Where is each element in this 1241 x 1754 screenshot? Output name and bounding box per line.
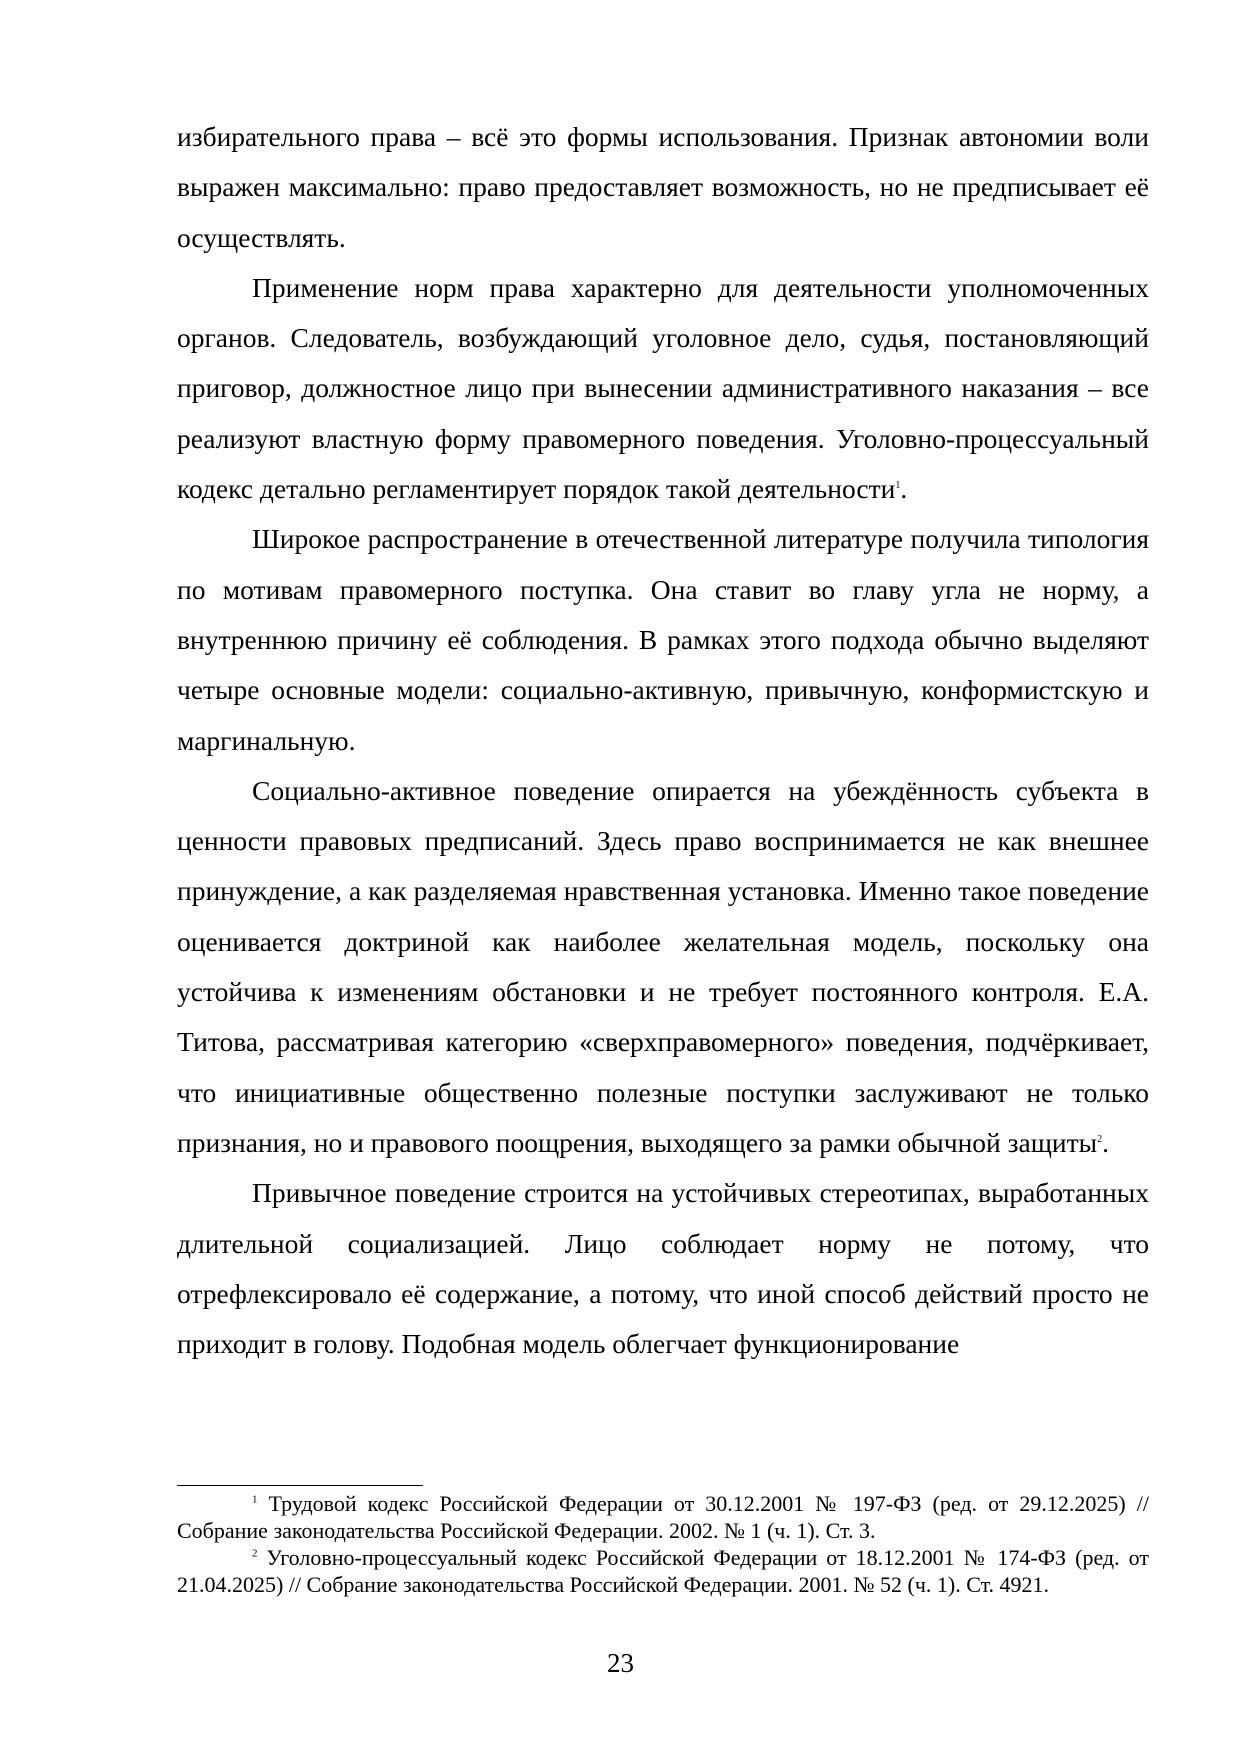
paragraph-text: Широкое распространение в отечественной литературе получила типология по мотивам правомерного поступка. Она ставит во главу угла не норму, а внутреннюю причину её соблюдения. В рамках этого подхода обычно выделяют четыре основные модели: социально-активную, привычную, конформистскую и маргинальную. — [177, 523, 1149, 756]
footnote-separator — [177, 1485, 423, 1486]
footnote — [177, 1544, 1149, 1598]
paragraph-text: избирательного права – всё это формы использования. Признак автономии воли выражен максимально: право предоставляет возможность, но не предписывает её осуществлять. — [177, 121, 1149, 253]
paragraph-end-punctuation: . — [900, 473, 908, 505]
paragraph-habitual — [177, 1168, 1149, 1369]
footnote-mark: 2 — [252, 1547, 258, 1560]
paragraph-typology — [177, 514, 1149, 765]
paragraph-socially-active — [177, 766, 1149, 1168]
footnote — [177, 1490, 1149, 1544]
paragraph-end-punctuation: . — [1102, 1126, 1109, 1158]
paragraph-text: Привычное поведение строится на устойчивых стереотипах, выработанных длительной социализацией. Лицо соблюдает норму не потому, что отрефлексировало её содержание, а потому, что иной способ действий просто не приходит в голову. Подобная модель облегчает функционирование — [177, 1177, 1149, 1360]
footnote-text: Трудовой кодекс Российской Федерации от 30.12.2001 № 197-ФЗ (ред. от 29.12.2025) // Собрание законодательства Российской Федерации. 2002. № 1 (ч. 1). Ст. 3. — [177, 1491, 1149, 1543]
paragraph-continued — [177, 112, 1149, 263]
footnotes — [177, 1490, 1149, 1598]
page-number: 23 — [607, 1648, 634, 1678]
paragraph-text: Социально-активное поведение опирается на убеждённость субъекта в ценности правовых предписаний. Здесь право воспринимается не как внешнее принуждение, а как разделяемая нравственная установка. Именно такое поведение оценивается доктриной как наиболее желательная модель, поскольку она устойчива к изменениям обстановки и не требует постоянного контроля. Е.А. Титова, рассматривая категорию «сверхправомерного» поведения, подчёркивает, что инициативные общественно полезные поступки заслуживают не только признания, но и правового поощрения, выходящего за рамки обычной защиты — [177, 774, 1149, 1158]
body-text — [177, 112, 1149, 1369]
footnote-reference[interactable]: 1 — [895, 479, 901, 491]
paragraph-application-of-law — [177, 263, 1149, 514]
paragraph-text: Применение норм права характерно для деятельности уполномоченных органов. Следователь, возбуждающий уголовное дело, судья, постановляющий приговор, должностное лицо при вынесении административного наказания – все реализуют властную форму правомерного поведения. Уголовно-процессуальный кодекс детально регламентирует порядок такой деятельности — [177, 271, 1149, 505]
footnote-reference[interactable]: 2 — [1097, 1133, 1103, 1145]
footnote-text: Уголовно-процессуальный кодекс Российской Федерации от 18.12.2001 № 174-ФЗ (ред. от 21.04.2025) // Собрание законодательства Российской Федерации. 2001. № 52 (ч. 1). Ст. 4921. — [177, 1545, 1149, 1597]
footnote-mark: 1 — [252, 1493, 258, 1506]
